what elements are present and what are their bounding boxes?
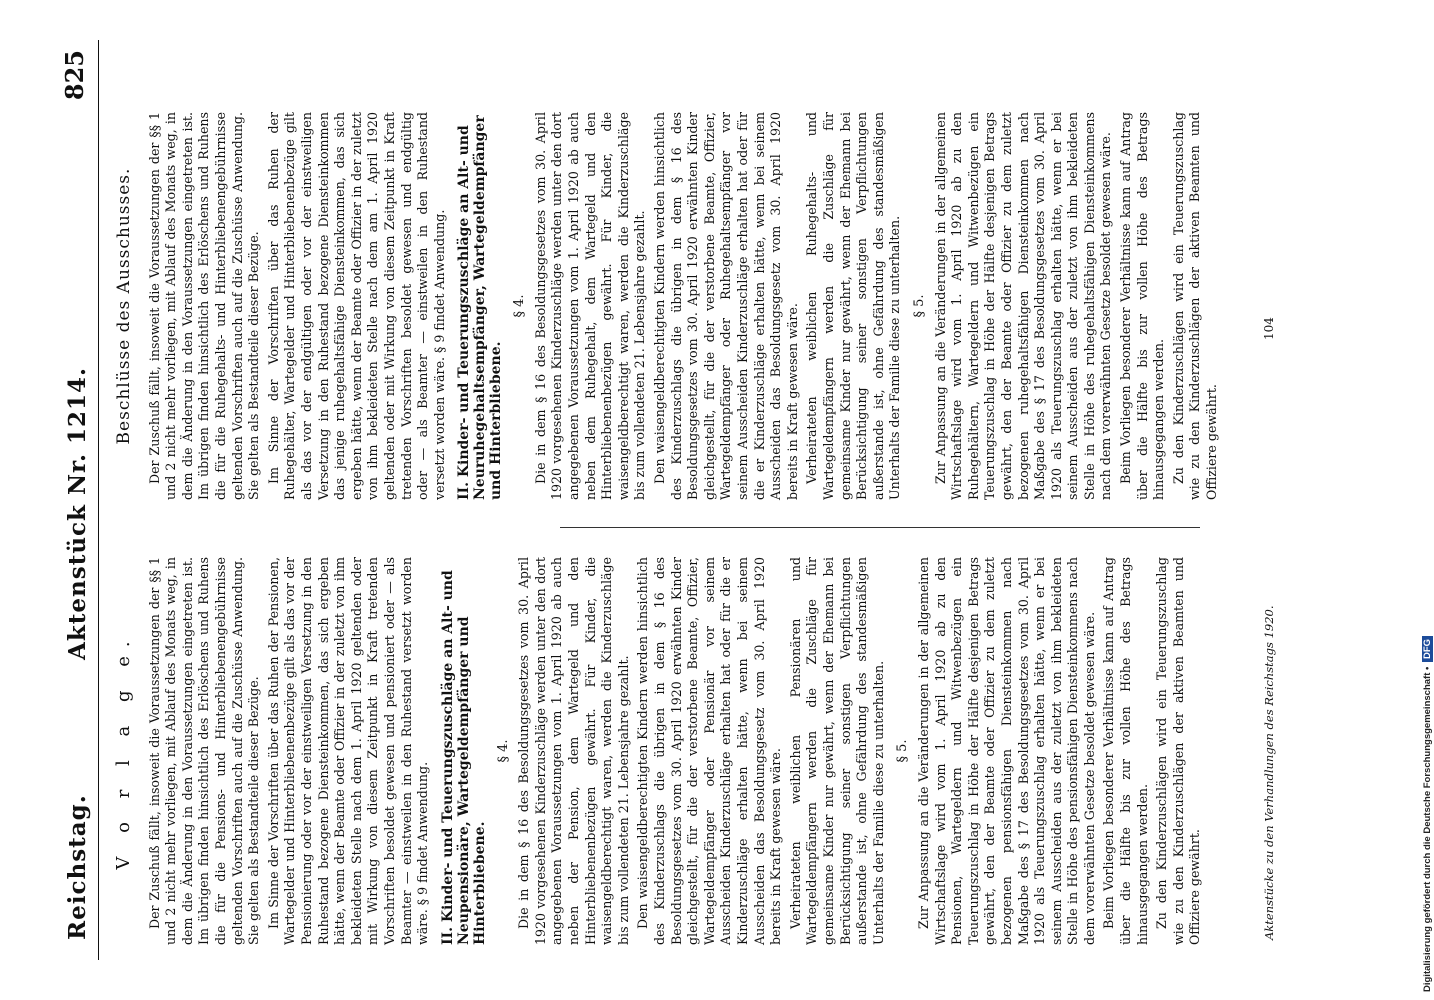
right-section-heading: II. Kinder- und Teuerungszuschläge an Alt- und Neuruhegehaltsempfänger, Wartegeldempfänger und Hinterbliebene.	[456, 115, 505, 500]
right-paragraph: Der Zuschuß fällt, insoweit die Voraussetzungen der §§ 1 und 2 nicht mehr vorliegen, mit Ablauf des Monats weg, in dem die Änderung in den Voraussetzungen eingetreten ist. Im übrigen finden hinsichtlich des Erlöschens und Ruhens die für die Ruhegehalts- und Hinterbliebenengebührnisse geltenden Vorschriften auch auf die Zuschüsse Anwendung. Sie gelten als Bestandteile dieser Bezüge.	[146, 112, 262, 500]
dfg-logo: DFG	[1422, 636, 1433, 662]
right-paragraph: Zu den Kinderzuschlägen wird ein Teuerungszuschlag wie zu den Kinderzuschlägen der aktiven Beamten und Offiziere gewährt.	[1170, 112, 1220, 500]
left-section-heading: II. Kinder- und Teuerungszuschläge an Alt- und Neupensionäre, Wartegeldempfänger und Hinterbliebene.	[439, 570, 488, 945]
footer-signature: 104	[1262, 317, 1276, 340]
right-section-5-label: § 5.	[911, 294, 927, 318]
left-paragraph: Den waisengeldberechtigten Kindern werden hinsichtlich des Kinderzuschlags die übrigen in dem § 16 des Besoldungsgesetzes vom 30. April 1920 erwähnten Kinder gleichgestellt, für die der verstorbene Beamte, Offizier, Wartegeldempfänger oder Pensionär vor seinem Ausscheiden Kinderzuschläge erhalten hat oder für die er Kinderzuschläge erhalten hätte, wenn bei seinem Ausscheiden das Besoldungsgesetz vom 30. April 1920 bereits in Kraft gewesen wäre.	[635, 557, 784, 945]
right-column	[116, 112, 1226, 500]
left-paragraph: Verheirateten weiblichen Pensionären und Wartegeldempfängern werden die Zuschläge für gemeinsame Kinder nur gewährt, wenn der Ehemann bei Berücksichtigung seiner sonstigen Verpflichtungen außerstande ist, ohne Gefährdung des standesmäßigen Unterhalts der Familie diese zu unterhalten.	[787, 557, 886, 945]
left-column-title: V o r l a g e.	[113, 632, 134, 870]
watermark-text: Digitalisierung gefördert durch die Deutsche Forschungsgemeinschaft •	[1422, 666, 1433, 992]
right-column-title: Beschlüsse des Ausschusses.	[114, 167, 134, 445]
left-section-4-label: § 4.	[495, 739, 511, 763]
left-paragraph: Der Zuschuß fällt, insoweit die Voraussetzungen der §§ 1 und 2 nicht mehr vorliegen, mit Ablauf des Monats weg, in dem die Änderung in den Voraussetzungen eingetreten ist. Im übrigen finden hinsichtlich des Erlöschens und Ruhens die für die Pensions- und Hinterbliebenengebührnisse geltenden Vorschriften auch auf die Zuschüsse Anwendung. Sie gelten als Bestandteile dieser Bezüge.	[146, 557, 262, 945]
left-paragraph: Beim Vorliegen besonderer Verhältnisse kann auf Antrag über die Hälfte bis zur vollen Höhe des Betrags hinausgegangen werden.	[1101, 557, 1150, 945]
right-paragraph: Verheirateten weiblichen Ruhegehalts- und Wartegeldempfängern werden die Zuschläge für gemeinsame Kinder nur gewährt, wenn der Ehemann bei Berücksichtigung seiner sonstigen Verpflichtungen außerstande ist, ohne Gefährdung des standesmäßigen Unterhalts der Familie diese zu unterhalten.	[804, 112, 903, 500]
right-paragraph: Beim Vorliegen besonderer Verhältnisse kann auf Antrag über die Hälfte bis zur vollen Höhe des Betrags hinausgegangen werden.	[1118, 112, 1167, 500]
header-title: Aktenstück Nr. 1214.	[64, 366, 91, 660]
footer-source: Aktenstücke zu den Verhandlungen des Reichstags 1920.	[1262, 605, 1276, 940]
column-divider	[560, 527, 1200, 528]
dfg-watermark	[1422, 636, 1433, 992]
right-paragraph: Zur Anpassung an die Veränderungen in der allgemeinen Wirtschaftslage wird vom 1. April 1920 ab zu den Ruhegehältern, Wartegeldern und Witwenbezügen ein Teuerungszuschlag in Höhe der Hälfte desjenigen Betrags gewährt, den der Beamte oder Offizier zu dem zuletzt bezogenen ruhegehaltsfähigen Diensteinkommen nach Maßgabe des § 17 des Besoldungsgesetzes vom 30. April 1920 als Teuerungszuschlag erhalten hätte, wenn er bei seinem Ausscheiden aus der zuletzt von ihm bekleideten Stelle in Höhe des ruhegehaltsfähigen Diensteinkommens nach dem vorerwähnten Gesetze besoldet gewesen wäre.	[932, 112, 1114, 500]
left-paragraph: Zur Anpassung an die Veränderungen in der allgemeinen Wirtschaftslage wird vom 1. April 1920 ab zu den Pensionen, Wartegeldern und Witwenbezügen ein Teuerungszuschlag in Höhe der Hälfte desjenigen Betrags gewährt, den der Beamte oder Offizier zu dem zuletzt bezogenen pensionsfähigen Diensteinkommen nach Maßgabe des § 17 des Besoldungsgesetzes vom 30. April 1920 als Teuerungszuschlag erhalten hätte, wenn er bei seinem Ausscheiden aus der zuletzt von ihm bekleideten Stelle in Höhe des pensionsfähigen Diensteinkommens nach dem vorerwähnten Gesetze besoldet gewesen wäre.	[915, 557, 1097, 945]
left-section-5-label: § 5.	[895, 739, 911, 763]
left-paragraph: Die in dem § 16 des Besoldungsgesetzes vom 30. April 1920 vorgesehenen Kinderzuschläge werden unter den dort angegebenen Voraussetzungen vom 1. April 1920 ab auch neben der Pension, dem Wartegeld und den Hinterbliebenenbezügen gewährt. Für Kinder, die waisengeldberechtigt waren, werden die Kinderzuschläge bis zum vollendeten 21. Lebensjahre gezahlt.	[516, 557, 631, 945]
left-paragraph: Zu den Kinderzuschlägen wird ein Teuerungszuschlag wie zu den Kinderzuschlägen der aktiven Beamten und Offiziere gewährt.	[1154, 557, 1203, 945]
right-paragraph: Den waisengeldberechtigten Kindern werden hinsichtlich des Kinderzuschlags die übrigen in dem § 16 des Besoldungsgesetzes vom 30. April 1920 erwähnten Kinder gleichgestellt, für die der verstorbene Beamte, Offizier, Wartegeldempfänger oder Ruhegehaltsempfänger vor seinem Ausscheiden Kinderzuschläge erhalten hat oder für die er Kinderzuschläge erhalten hätte, wenn bei seinem Ausscheiden das Besoldungsgesetz vom 30. April 1920 bereits in Kraft gewesen wäre.	[652, 112, 800, 500]
right-section-4-label: § 4.	[512, 294, 528, 318]
right-paragraph: Die in dem § 16 des Besoldungsgesetzes vom 30. April 1920 vorgesehenen Kinderzuschläge werden unter den dort angegebenen Voraussetzungen vom 1. April 1920 ab auch neben dem Ruhegehalt, dem Wartegeld und den Hinterbliebenenbezügen gewährt. Für Kinder, die waisengeldberechtigt waren, werden die Kinderzuschläge bis zum vollendeten 21. Lebensjahre gezahlt.	[532, 112, 648, 500]
right-paragraph: Im Sinne der Vorschriften über das Ruhen der Ruhegehälter, Wartegelder und Hinterbliebenenbezüge gilt als das vor der endgültigen oder vor der einstweiligen Versetzung in den Ruhestand bezogene Diensteinkommen das jenige ruhegehaltsfähige Diensteinkommen, das sich ergeben hätte, wenn der Beamte oder Offizier in der zuletzt von ihm bekleideten Stelle nach dem am 1. April 1920 geltenden oder mit Wirkung von diesem Zeitpunkt in Kraft tretenden Vorschriften besoldet gewesen und endgültig oder — als Beamter — einstweilen in den Ruhestand versetzt worden wäre. § 9 findet Anwendung.	[265, 112, 447, 500]
header-left: Reichstag.	[64, 794, 91, 940]
left-paragraph: Im Sinne der Vorschriften über das Ruhen der Pensionen, Wartegelder und Hinterbliebenenbezüge gilt als das vor der Pensionierung oder vor der einstweiligen Versetzung in den Ruhestand bezogene Diensteinkommen, das sich ergeben hätte, wenn der Beamte oder Offizier in der zuletzt von ihm bekleideten Stelle nach dem 1. April 1920 geltenden oder mit Wirkung von diesem Zeitpunkt in Kraft tretenden Vorschriften besoldet gewesen und pensioniert oder — als Beamter — einstweilen in den Ruhestand versetzt worden wäre. § 9 findet Anwendung.	[265, 557, 431, 945]
page-number: 825	[60, 50, 89, 101]
left-column	[113, 557, 1226, 945]
page-header	[58, 40, 99, 960]
